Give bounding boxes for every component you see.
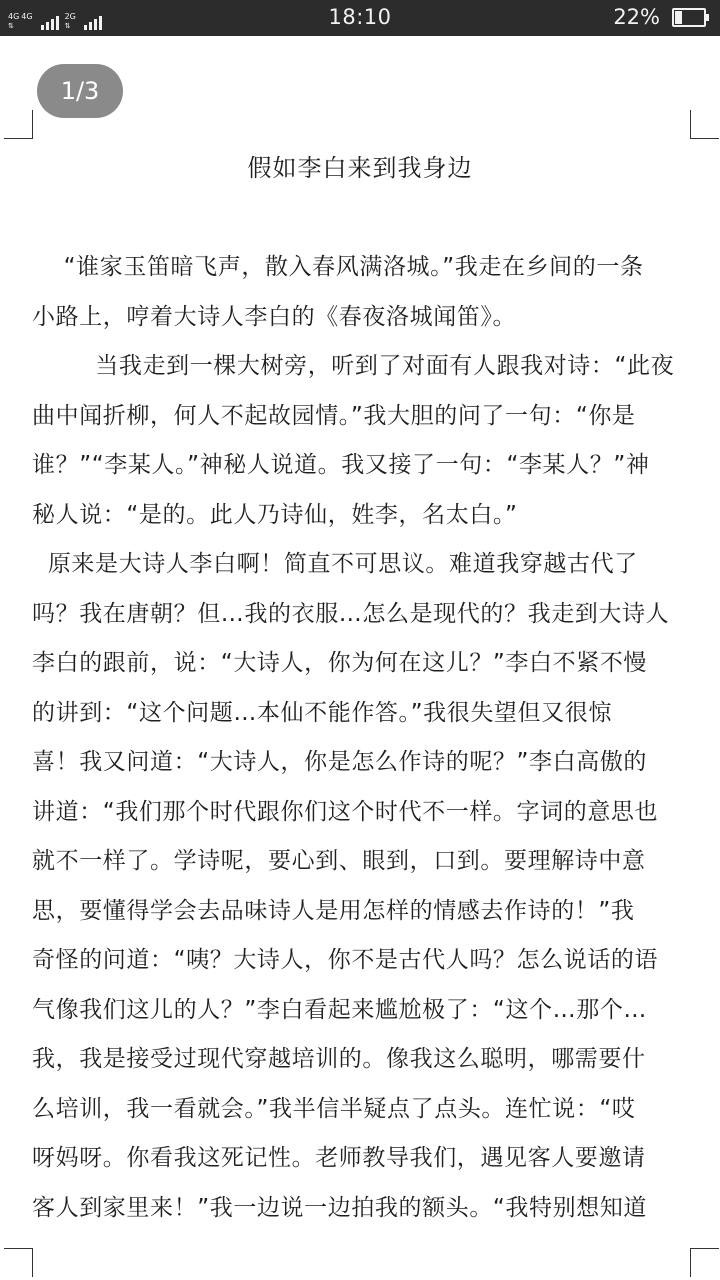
data-arrows-icon-2: ⇅ [64, 22, 72, 30]
text-line: 讲道：“我们那个时代跟你们这个时代不一样。字词的意思也 [32, 798, 659, 825]
text-line: 秘人说：“是的。此人乃诗仙，姓李，名太白。” [32, 501, 518, 528]
crop-mark-top-left [4, 110, 33, 139]
text-line: 客人到家里来！”我一边说一边拍我的额头。“我特别想知道 [32, 1194, 648, 1221]
crop-mark-bottom-left [4, 1248, 33, 1277]
text-line: “谁家玉笛暗飞声，散入春风满洛城。”我走在乡间的一条 [32, 254, 644, 280]
text-line: 的讲到：“这个问题…本仙不能作答。”我很失望但又很惊 [32, 699, 612, 726]
page-indicator[interactable]: 1/3 [37, 64, 123, 118]
crop-mark-bottom-right [690, 1248, 719, 1277]
text-line: 就不一样了。学诗呢，要心到、眼到，口到。要理解诗中意 [32, 848, 646, 874]
network-label-1: 4G [8, 12, 20, 21]
text-line: 思，要懂得学会去品味诗人是用怎样的情感去作诗的！”我 [32, 897, 635, 924]
text-line: 谁？”“李某人。”神秘人说道。我又接了一句：“李某人？”神 [32, 452, 650, 478]
text-line: 喜！我又问道：“大诗人，你是怎么作诗的呢？”李白高傲的 [32, 749, 648, 775]
text-line: 原来是大诗人李白啊！简直不可思议。难道我穿越古代了 [32, 551, 638, 577]
battery-percent: 22% [613, 5, 660, 29]
text-line: 我，我是接受过现代穿越培训的。像我这么聪明，哪需要什 [32, 1046, 646, 1072]
text-line: 奇怪的问道：“咦？大诗人，你不是古代人吗？怎么说话的语 [32, 947, 659, 973]
battery-level-fill [675, 11, 682, 24]
text-line: 小路上，哼着大诗人李白的《春夜洛城闻笛》。 [32, 303, 517, 330]
text-line: 呀妈呀。你看我这死记性。老师教导我们，遇见客人要邀请 [32, 1145, 646, 1171]
text-line: 么培训，我一看就会。”我半信半疑点了点头。连忙说：“哎 [32, 1095, 636, 1122]
status-bar [0, 0, 720, 36]
text-line: 当我走到一棵大树旁，听到了对面有人跟我对诗：“此夜 [32, 353, 675, 379]
text-line: 曲中闻折柳，何人不起故园情。”我大胆的问了一句：“你是 [32, 402, 636, 429]
text-line: 吗？我在唐朝？但…我的衣服…怎么是现代的？我走到大诗人 [32, 600, 670, 627]
document-title: 假如李白来到我身边 [247, 154, 473, 182]
network-label-2: 4G [21, 12, 33, 21]
network-label-3: 2G [64, 12, 76, 21]
data-arrows-icon: ⇅ [8, 22, 15, 30]
clock: 18:10 [328, 5, 392, 29]
text-line: 李白的跟前，说：“大诗人，你为何在这儿？”李白不紧不慢 [32, 650, 648, 676]
document-body [32, 243, 692, 1233]
crop-mark-top-right [690, 110, 719, 139]
battery-area [613, 5, 706, 29]
battery-icon [672, 8, 706, 27]
text-line: 气像我们这儿的人？”李白看起来尴尬极了：“这个…那个… [32, 996, 648, 1023]
